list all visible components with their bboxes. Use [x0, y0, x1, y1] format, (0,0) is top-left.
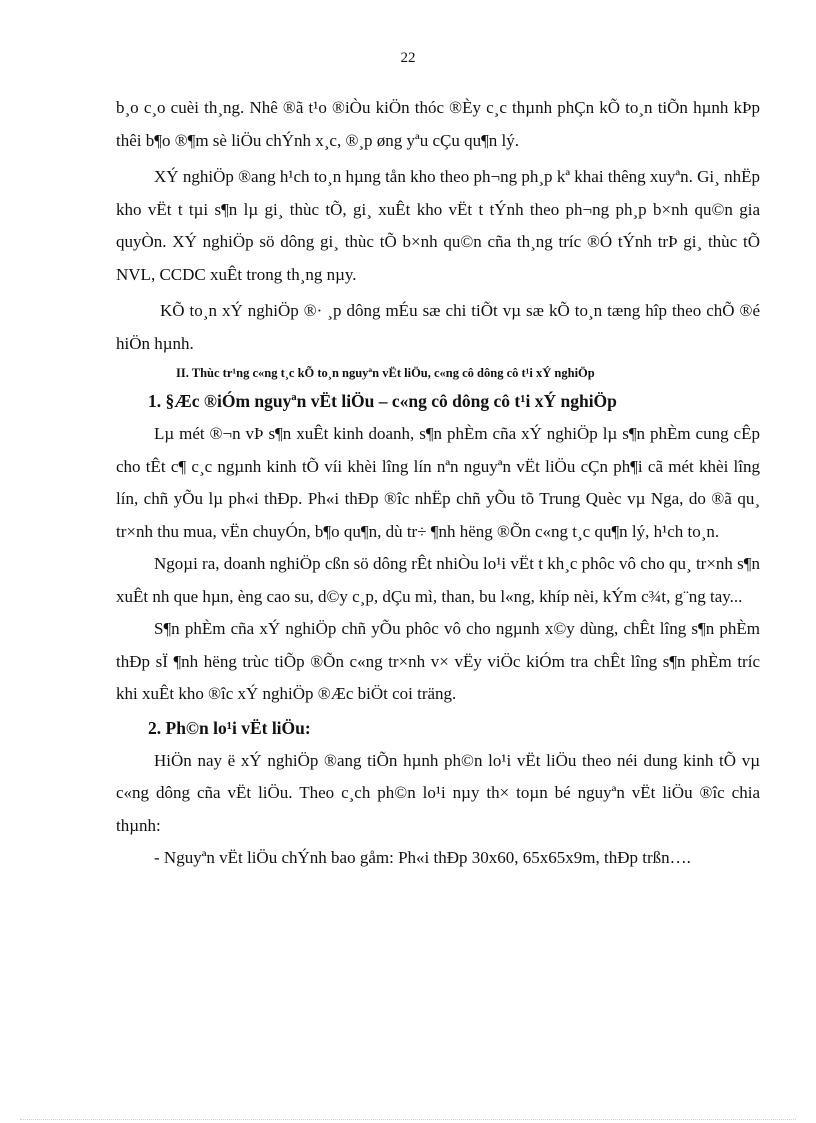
- paragraph-product-quality: S¶n phÈm cña xÝ nghiÖp chñ yÕu phôc vô cho ngµnh x©y dùng, chÊt lîng s¶n phÈm thÐp sÏ ¶nh hëng trùc tiÕp ®Õn c«ng tr×nh v× vËy viÖc kiÓm tra chÊt lîng s¶n phÈm tríc khi xuÊt kho ®îc xÝ nghiÖp ®Æc biÖt coi träng.: [116, 619, 760, 703]
- paragraph-classification: HiÖn nay ë xÝ nghiÖp ®ang tiÕn hµnh ph©n lo¹i vËt liÖu theo néi dung kinh tÕ vµ c«ng dông cña vËt liÖu. Theo c¸ch ph©n lo¹i nµy th× toµn bé nguyªn vËt liÖu ®îc chia thµnh:: [116, 750, 760, 835]
- page-bottom-divider: [20, 1119, 796, 1120]
- document-body: [116, 92, 760, 875]
- subsection-2-heading: 2. Ph©n lo¹i vËt liÖu:: [148, 717, 311, 738]
- section-title: II. Thùc tr¹ng c«ng t¸c kÕ to¸n nguyªn vËt liÖu, c«ng cô dông cô t¹i xÝ nghiÖp: [176, 366, 595, 380]
- page-number: 22: [400, 50, 416, 66]
- paragraph-accounting-books: KÕ to¸n xÝ nghiÖp ®· ¸p dông mÉu sæ chi tiÕt vµ sæ kÕ to¸n tæng hîp theo chÕ ®é hiÖn hµnh.: [116, 301, 760, 353]
- paragraph-inventory-method: XÝ nghiÖp ®ang h¹ch to¸n hµng tån kho theo ph¬ng ph¸p kª khai thêng xuyªn. Gi¸ nhËp kho vËt t tµi s¶n lµ gi¸ thùc tÕ, gi¸ xuÊt kho vËt t tÝnh theo ph¬ng ph¸p b×nh qu©n gia quyÒn. XÝ nghiÖp sö dông gi¸ thùc tÕ b×nh qu©n cña th¸ng tríc ®Ó tÝnh trÞ gi¸ thùc tÕ NVL, CCDC xuÊt trong th¸ng nµy.: [116, 167, 760, 284]
- subsection-1-heading: 1. §Æc ®iÓm nguyªn vËt liÖu – c«ng cô dông cô t¹i xÝ nghiÖp: [148, 391, 617, 411]
- paragraph-materials-overview: Lµ mét ®¬n vÞ s¶n xuÊt kinh doanh, s¶n phÈm cña xÝ nghiÖp lµ s¶n phÈm cung cÊp cho tÊt c¶ c¸c ngµnh kinh tÕ víi khèi lîng lín nªn nguyªn vËt liÖu cÇn ph¶i cã mét khèi lîng lín, chñ yÕu lµ ph«i thÐp. Ph«i thÐp ®îc nhËp chñ yÕu tõ Trung Quèc vµ Nga, do ®ã qu¸ tr×nh thu mua, vËn chuyÓn, b¶o qu¶n, dù tr÷ ¶nh hëng ®Õn c«ng t¸c qu¶n lý, h¹ch to¸n.: [116, 424, 760, 541]
- paragraph-continuation: b¸o c¸o cuèi th¸ng. Nhê ®ã t¹o ®iÒu kiÖn thóc ®Èy c¸c thµnh phÇn kÕ to¸n tiÕn hµnh kÞp thêi b¶o ®¶m sè liÖu chÝnh x¸c, ®¸p øng yªu cÇu qu¶n lý.: [116, 98, 760, 150]
- paragraph-other-materials: Ngoµi ra, doanh nghiÖp cßn sö dông rÊt nhiÒu lo¹i vËt t kh¸c phôc vô cho qu¸ tr×nh s¶n xuÊt nh que hµn, èng cao su, d©y c¸p, dÇu mì, than, bu l«ng, khíp nèi, kÝm c¾t, g¨ng tay...: [116, 554, 760, 606]
- list-item-main-materials: - Nguyªn vËt liÖu chÝnh bao gåm: Ph«i thÐp 30x60, 65x65x9m, thÐp trßn….: [154, 848, 691, 867]
